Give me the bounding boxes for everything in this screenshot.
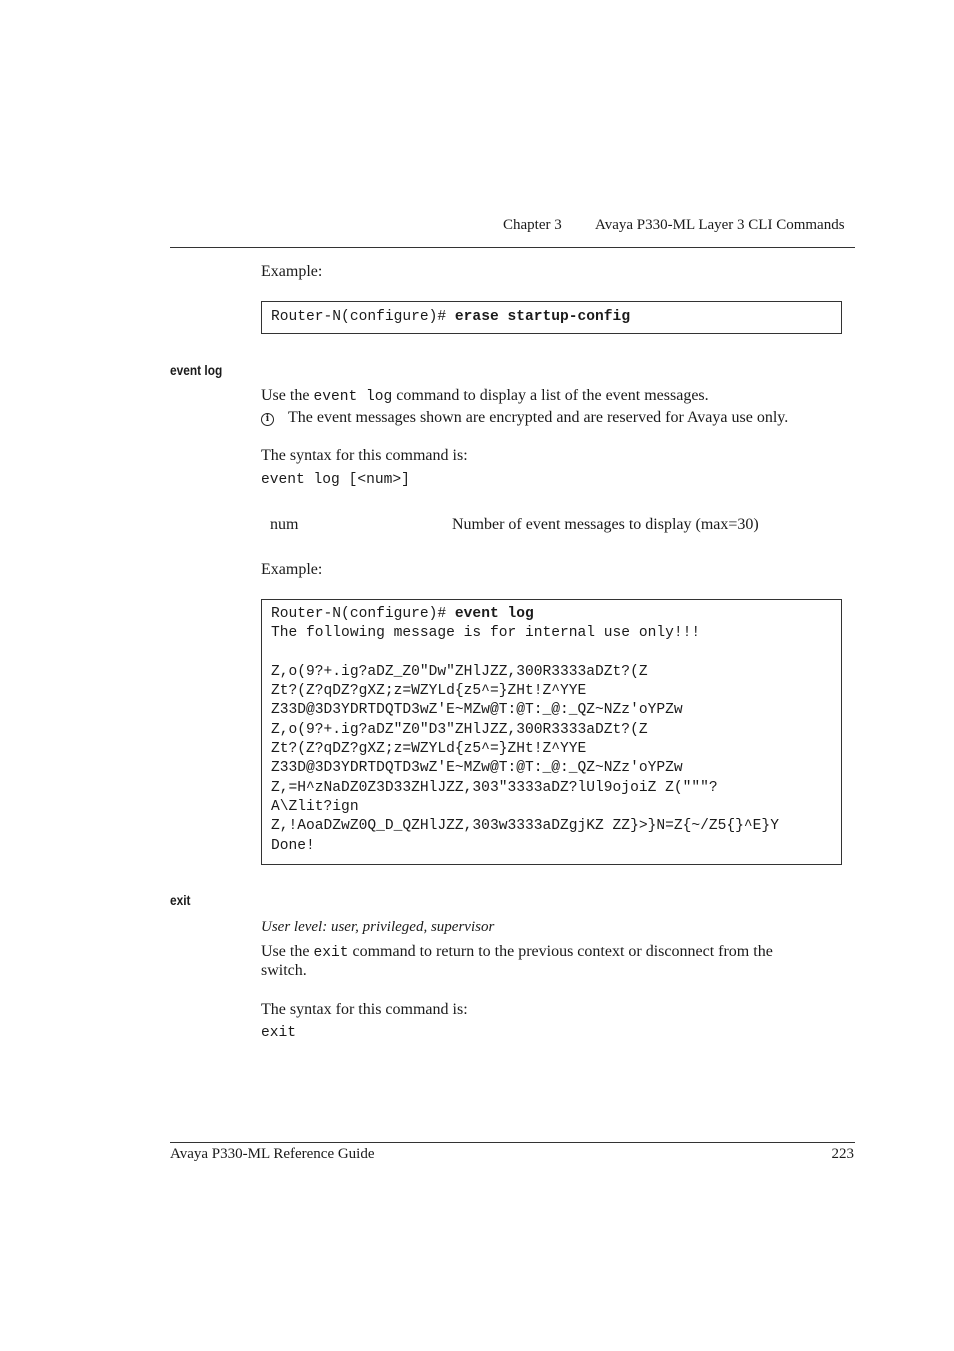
code-line: Z33D@3D3YDRTDQTD3wZ'E~MZw@T:@T:_@:_QZ~NZz'oYPZw: [271, 702, 683, 719]
header-rule: [170, 247, 855, 248]
syntax-line: exit: [261, 1025, 297, 1041]
text: Use the: [261, 943, 314, 960]
example-label: Example:: [261, 561, 323, 578]
footer-guide-title: Avaya P330-ML Reference Guide: [170, 1146, 375, 1162]
param-description: Number of event messages to display (max=30): [452, 516, 759, 533]
text: Use the: [261, 387, 314, 404]
code-line: [262, 644, 841, 663]
header-title: Avaya P330-ML Layer 3 CLI Commands: [595, 217, 845, 233]
code-line: Z,=H^zNaDZ0Z3D33ZHlJZZ,303"3333aDZ?lUl9ojoiZ Z("""?: [271, 779, 718, 796]
inline-command: exit: [313, 945, 349, 961]
example-label: Example:: [261, 263, 323, 280]
syntax-intro: The syntax for this command is:: [261, 447, 468, 464]
inline-command: event log: [313, 389, 393, 405]
section-heading-event-log: event log: [170, 362, 223, 378]
param-name: num: [270, 516, 299, 533]
code-line: The following message is for internal use only!!!: [271, 625, 701, 642]
cli-prompt: Router-N(configure)#: [271, 309, 455, 325]
code-line: Done!: [271, 837, 315, 854]
text: command to return to the previous context or disconnect from the: [348, 943, 773, 960]
footer-rule: [170, 1142, 855, 1143]
exit-description: [261, 942, 773, 963]
cli-prompt: Router-N(configure)#: [271, 606, 455, 622]
code-line: Z,!AoaDZwZ0Q_D_QZHlJZZ,303w3333aDZgjKZ ZZ}>}N=Z{~/Z5{}^E}Y: [271, 818, 779, 835]
syntax-line: event log [<num>]: [261, 472, 410, 488]
event-log-description: [261, 386, 709, 407]
exit-description-cont: switch.: [261, 962, 307, 979]
chapter-label: Chapter 3: [503, 217, 562, 233]
syntax-intro: The syntax for this command is:: [261, 1001, 468, 1018]
cli-command: event log: [454, 606, 534, 622]
code-line: A\Zlit?ign: [271, 798, 359, 815]
cli-command: erase startup-config: [454, 309, 631, 325]
user-level: User level: user, privileged, supervisor: [261, 919, 495, 935]
note-text: The event messages shown are encrypted and are reserved for Avaya use only.: [288, 409, 789, 426]
code-line: Z,o(9?+.ig?aDZ_Z0"Dw"ZHlJZZ,300R3333aDZt?(Z: [271, 663, 648, 680]
code-block-event-log: [261, 599, 842, 865]
section-heading-exit: exit: [170, 892, 191, 908]
code-line: Z33D@3D3YDRTDQTD3wZ'E~MZw@T:@T:_@:_QZ~NZz'oYPZw: [271, 760, 683, 777]
code-block-erase: [261, 301, 842, 334]
page-number: 223: [831, 1146, 854, 1162]
code-line: Zt?(Z?qDZ?gXZ;z=WZYLd{z5^=}ZHt!Z^YYE: [271, 741, 587, 758]
code-line: [262, 308, 841, 327]
code-line: Z,o(9?+.ig?aDZ"Z0"D3"ZHlJZZ,300R3333aDZt?(Z: [271, 721, 648, 738]
note: [261, 408, 788, 427]
info-icon: i: [261, 413, 274, 426]
text: command to display a list of the event messages.: [392, 387, 709, 404]
code-line: [262, 605, 841, 624]
code-line: Zt?(Z?qDZ?gXZ;z=WZYLd{z5^=}ZHt!Z^YYE: [271, 683, 587, 700]
